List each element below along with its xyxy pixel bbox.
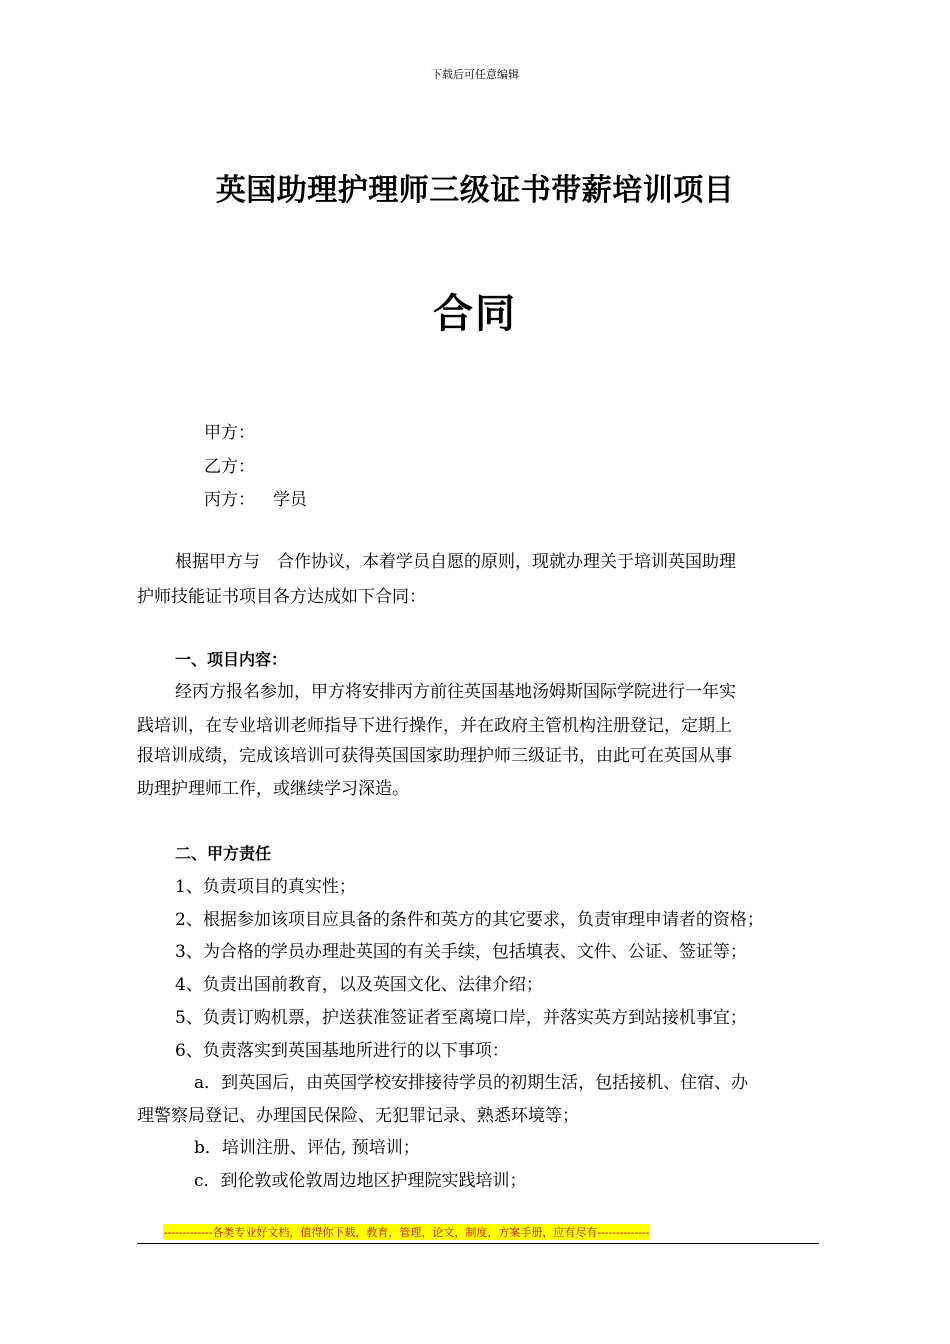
party-a: 甲方：: [204, 423, 255, 443]
list-item: 6、负责落实到英国基地所进行的以下事项：: [175, 1041, 509, 1061]
list-item: 4、负责出国前教育，以及英国文化、法律介绍；: [175, 975, 543, 995]
intro-line: 根据甲方与 合作协议，本着学员自愿的原则，现就办理关于培训英国助理: [175, 552, 736, 572]
document-title: 英国助理护理师三级证书带薪培训项目: [215, 173, 735, 208]
list-item: 5、负责订购机票，护送获准签证者至离境口岸，并落实英方到站接机事宜；: [175, 1008, 747, 1028]
sub-list-item: c．到伦敦或伦敦周边地区护理院实践培训；: [194, 1171, 527, 1191]
list-item: 2、根据参加该项目应具备的条件和英方的其它要求，负责审理申请者的资格；: [175, 910, 764, 930]
section-body-line: 助理护理师工作，或继续学习深造。: [137, 779, 409, 799]
party-c-label: 丙方：: [204, 490, 255, 510]
list-item: 3、为合格的学员办理赴英国的有关手续，包括填表、文件、公证、签证等；: [175, 942, 747, 962]
party-b: 乙方：: [204, 457, 255, 477]
section-body-line: 经丙方报名参加，甲方将安排丙方前往英国基地汤姆斯国际学院进行一年实: [175, 682, 736, 702]
footer-divider: [137, 1243, 819, 1244]
party-c-value: 学员: [273, 490, 307, 510]
section-body-line: 报培训成绩，完成该培训可获得英国国家助理护师三级证书，由此可在英国从事: [137, 746, 732, 766]
sub-list-item: a．到英国后，由英国学校安排接待学员的初期生活，包括接机、住宿、办: [194, 1073, 749, 1093]
party-c: [204, 485, 307, 510]
header-note: 下载后可任意编辑: [431, 68, 519, 81]
document-subtitle: 合同: [433, 291, 517, 337]
sub-list-item: b．培训注册、评估, 预培训；: [194, 1138, 420, 1158]
section-heading: 二、甲方责任: [175, 844, 272, 863]
section-body-line: 践培训，在专业培训老师指导下进行操作，并在政府主管机构注册登记，定期上: [137, 716, 732, 736]
section-heading: 一、项目内容：: [175, 650, 288, 669]
intro-line: 护师技能证书项目各方达成如下合同：: [137, 587, 426, 607]
sub-list-item: 理警察局登记、办理国民保险、无犯罪记录、熟悉环境等；: [137, 1106, 579, 1126]
list-item: 1、负责项目的真实性；: [175, 877, 356, 897]
footer-banner: -------------各类专业好文档，值得你下载，教育，管理，论文，制度，方案手册，应有尽有--------------: [164, 1226, 650, 1239]
